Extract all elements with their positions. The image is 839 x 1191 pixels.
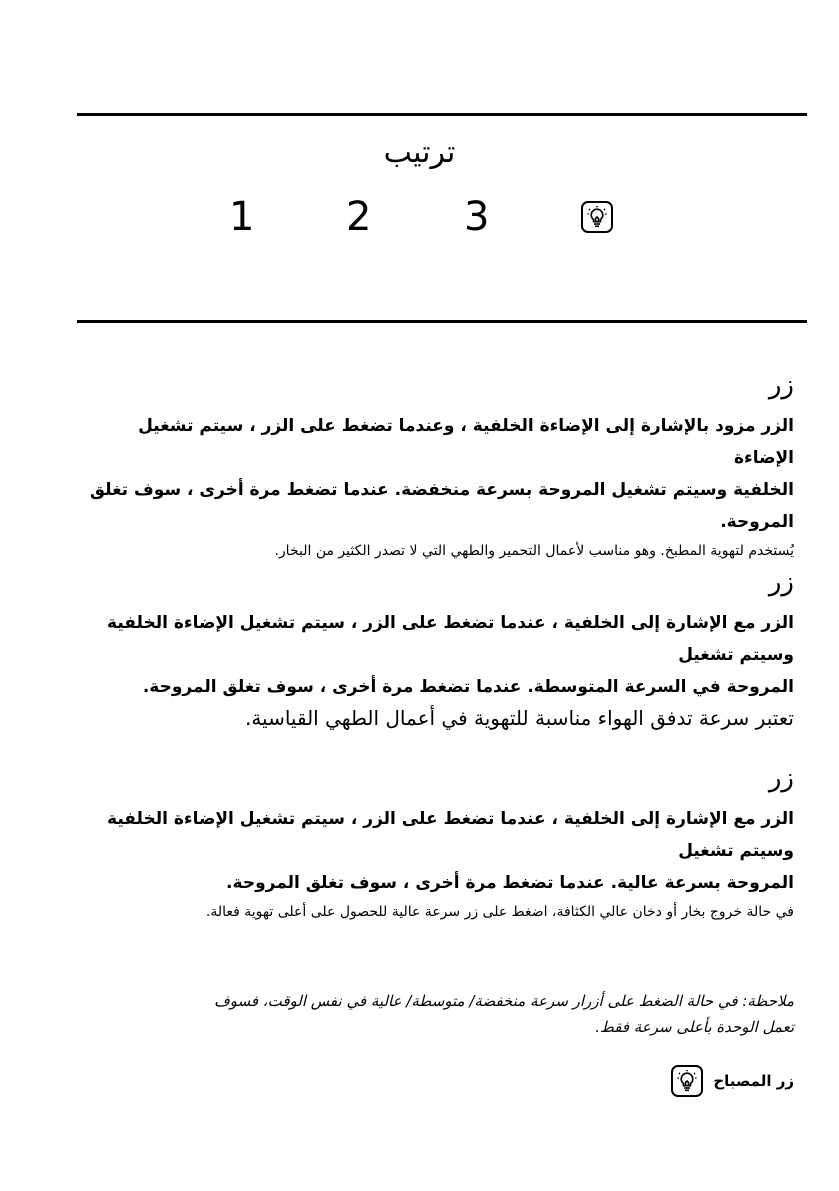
section-line: الخلفية وسيتم تشغيل المروحة بسرعة منخفضة. عندما تضغط مرة أخرى ، سوف تغلق المروحة. <box>89 480 794 532</box>
lightbulb-icon <box>671 1065 703 1097</box>
button-2-label: 2 <box>346 194 372 240</box>
note-line: ملاحظة: في حالة الضغط على أزرار سرعة منخفضة/ متوسطة/ عالية في نفس الوقت، فسوف <box>214 992 794 1010</box>
section-high-speed <box>54 763 794 925</box>
lightbulb-icon <box>581 201 613 233</box>
section-line: الزر مع الإشارة إلى الخلفية ، عندما تضغط على الزر ، سيتم تشغيل الإضاءة الخلفية وسيتم تشغيل <box>107 613 794 665</box>
section-line: الزر مع الإشارة إلى الخلفية ، عندما تضغط على الزر ، سيتم تشغيل الإضاءة الخلفية وسيتم تشغيل <box>107 809 794 861</box>
section-heading: زر <box>768 763 794 793</box>
page-title: ترتيب <box>383 135 456 170</box>
bottom-divider <box>77 320 807 323</box>
section-heading: زر <box>768 567 794 597</box>
section-low-speed <box>74 370 794 564</box>
section-heading: زر <box>768 370 794 400</box>
section-detail: تعتبر سرعة تدفق الهواء مناسبة للتهوية في أعمال الطهي القياسية. <box>244 706 794 730</box>
section-line: المروحة في السرعة المتوسطة. عندما تضغط مرة أخرى ، سوف تغلق المروحة. <box>142 677 794 697</box>
note <box>194 988 794 1040</box>
section-medium-speed <box>54 567 794 733</box>
button-3-label: 3 <box>464 194 490 240</box>
section-detail: في حالة خروج بخار أو دخان عالي الكثافة، اضغط على زر سرعة عالية للحصول على أعلى تهوية فعالة. <box>205 904 794 920</box>
note-line: تعمل الوحدة بأعلى سرعة فقط. <box>595 1018 794 1036</box>
section-line: الزر مزود بالإشارة إلى الإضاءة الخلفية ، وعندما تضغط على الزر ، سيتم تشغيل الإضاءة <box>138 416 794 468</box>
button-1-label: 1 <box>229 194 255 240</box>
top-divider <box>77 113 807 116</box>
button-layout <box>0 192 839 242</box>
section-detail: يُستخدم لتهوية المطبخ. وهو مناسب لأعمال التحمير والطهي التي لا تصدر الكثير من البخار. <box>274 543 794 559</box>
lamp-label: زر المصباح <box>713 1072 794 1090</box>
section-line: المروحة بسرعة عالية. عندما تضغط مرة أخرى ، سوف تغلق المروحة. <box>226 873 794 893</box>
lamp-button-legend <box>671 1065 794 1097</box>
